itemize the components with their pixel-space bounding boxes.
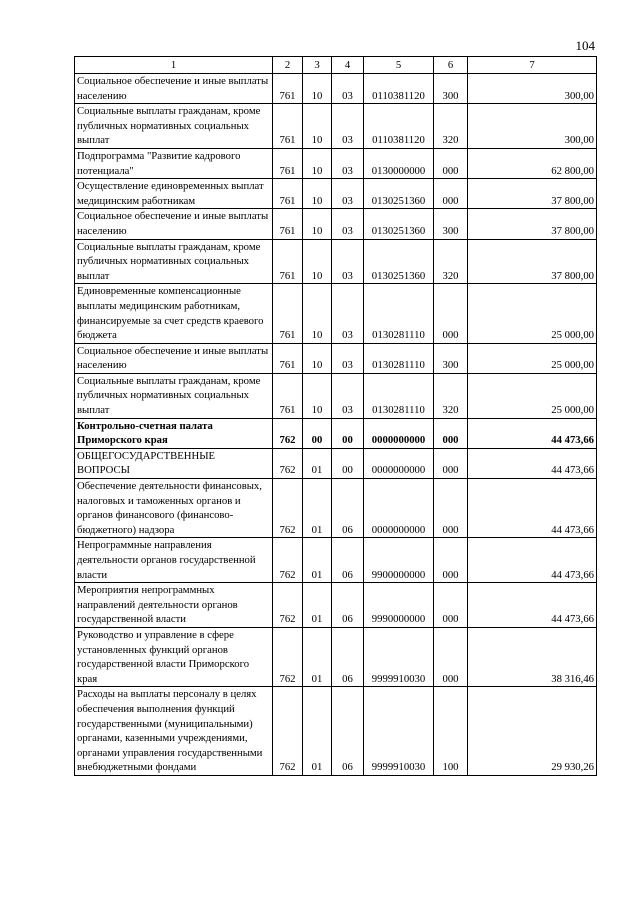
row-name: Социальные выплаты гражданам, кроме публичных нормативных социальных выплат bbox=[75, 104, 273, 149]
table-row bbox=[75, 479, 597, 538]
row-target-article: 0000000000 bbox=[364, 479, 434, 538]
row-target-article: 0130281110 bbox=[364, 343, 434, 373]
row-ministry-code: 762 bbox=[273, 583, 303, 628]
table-row bbox=[75, 104, 597, 149]
header-col-5: 5 bbox=[364, 57, 434, 74]
row-target-article: 0130000000 bbox=[364, 148, 434, 178]
row-ministry-code: 761 bbox=[273, 209, 303, 239]
row-name: ОБЩЕГОСУДАРСТВЕННЫЕ ВОПРОСЫ bbox=[75, 448, 273, 478]
row-subsection-code: 03 bbox=[332, 284, 364, 343]
row-section-code: 10 bbox=[303, 209, 332, 239]
row-target-article: 0130251360 bbox=[364, 209, 434, 239]
row-subsection-code: 03 bbox=[332, 209, 364, 239]
row-ministry-code: 762 bbox=[273, 538, 303, 583]
row-name: Обеспечение деятельности финансовых, налоговых и таможенных органов и органов финансового (финансово-бюджетного) надзора bbox=[75, 479, 273, 538]
row-expense-type: 000 bbox=[434, 479, 468, 538]
row-amount: 44 473,66 bbox=[468, 448, 597, 478]
row-amount: 300,00 bbox=[468, 74, 597, 104]
table-body bbox=[75, 74, 597, 776]
table-row bbox=[75, 239, 597, 284]
row-ministry-code: 762 bbox=[273, 418, 303, 448]
row-amount: 38 316,46 bbox=[468, 627, 597, 686]
row-section-code: 10 bbox=[303, 148, 332, 178]
row-target-article: 9999910030 bbox=[364, 627, 434, 686]
row-section-code: 01 bbox=[303, 583, 332, 628]
row-expense-type: 000 bbox=[434, 448, 468, 478]
header-col-3: 3 bbox=[303, 57, 332, 74]
row-target-article: 0110381120 bbox=[364, 74, 434, 104]
row-expense-type: 320 bbox=[434, 239, 468, 284]
budget-table bbox=[74, 56, 597, 776]
row-expense-type: 000 bbox=[434, 179, 468, 209]
header-row bbox=[75, 57, 597, 74]
table-row bbox=[75, 627, 597, 686]
row-target-article: 0130281110 bbox=[364, 284, 434, 343]
table-row bbox=[75, 74, 597, 104]
row-ministry-code: 761 bbox=[273, 74, 303, 104]
row-expense-type: 000 bbox=[434, 627, 468, 686]
row-subsection-code: 03 bbox=[332, 179, 364, 209]
row-subsection-code: 03 bbox=[332, 373, 364, 418]
row-name: Мероприятия непрограммных направлений деятельности органов государственной власти bbox=[75, 583, 273, 628]
row-ministry-code: 762 bbox=[273, 479, 303, 538]
row-amount: 44 473,66 bbox=[468, 418, 597, 448]
row-amount: 44 473,66 bbox=[468, 583, 597, 628]
row-amount: 25 000,00 bbox=[468, 343, 597, 373]
row-expense-type: 100 bbox=[434, 687, 468, 776]
row-subsection-code: 06 bbox=[332, 627, 364, 686]
row-subsection-code: 06 bbox=[332, 538, 364, 583]
row-expense-type: 320 bbox=[434, 373, 468, 418]
row-ministry-code: 761 bbox=[273, 239, 303, 284]
row-amount: 44 473,66 bbox=[468, 538, 597, 583]
row-ministry-code: 761 bbox=[273, 373, 303, 418]
table-row bbox=[75, 418, 597, 448]
table-row bbox=[75, 343, 597, 373]
row-ministry-code: 761 bbox=[273, 343, 303, 373]
header-col-1: 1 bbox=[75, 57, 273, 74]
row-name: Единовременные компенсационные выплаты медицинским работникам, финансируемые за счет средств краевого бюджета bbox=[75, 284, 273, 343]
table-row bbox=[75, 583, 597, 628]
row-section-code: 00 bbox=[303, 418, 332, 448]
row-section-code: 01 bbox=[303, 448, 332, 478]
row-name: Социальное обеспечение и иные выплаты населению bbox=[75, 209, 273, 239]
row-expense-type: 000 bbox=[434, 583, 468, 628]
row-amount: 44 473,66 bbox=[468, 479, 597, 538]
page-number: 104 bbox=[575, 38, 595, 53]
row-amount: 25 000,00 bbox=[468, 284, 597, 343]
row-ministry-code: 761 bbox=[273, 284, 303, 343]
header-col-7: 7 bbox=[468, 57, 597, 74]
row-section-code: 10 bbox=[303, 104, 332, 149]
row-expense-type: 000 bbox=[434, 538, 468, 583]
row-expense-type: 300 bbox=[434, 343, 468, 373]
row-subsection-code: 03 bbox=[332, 148, 364, 178]
row-section-code: 10 bbox=[303, 74, 332, 104]
row-ministry-code: 762 bbox=[273, 627, 303, 686]
row-amount: 37 800,00 bbox=[468, 179, 597, 209]
row-target-article: 0130281110 bbox=[364, 373, 434, 418]
row-ministry-code: 761 bbox=[273, 148, 303, 178]
row-name: Непрограммные направления деятельности органов государственной власти bbox=[75, 538, 273, 583]
row-section-code: 10 bbox=[303, 284, 332, 343]
row-expense-type: 300 bbox=[434, 74, 468, 104]
header-col-2: 2 bbox=[273, 57, 303, 74]
table-row bbox=[75, 687, 597, 776]
row-expense-type: 000 bbox=[434, 418, 468, 448]
row-name: Осуществление единовременных выплат медицинским работникам bbox=[75, 179, 273, 209]
row-amount: 62 800,00 bbox=[468, 148, 597, 178]
row-name: Контрольно-счетная палата Приморского края bbox=[75, 418, 273, 448]
row-target-article: 9999910030 bbox=[364, 687, 434, 776]
row-target-article: 0130251360 bbox=[364, 239, 434, 284]
row-expense-type: 000 bbox=[434, 148, 468, 178]
row-amount: 29 930,26 bbox=[468, 687, 597, 776]
row-section-code: 01 bbox=[303, 479, 332, 538]
row-target-article: 0130251360 bbox=[364, 179, 434, 209]
row-section-code: 10 bbox=[303, 179, 332, 209]
row-name: Социальное обеспечение и иные выплаты населению bbox=[75, 74, 273, 104]
row-subsection-code: 03 bbox=[332, 239, 364, 284]
header-col-6: 6 bbox=[434, 57, 468, 74]
row-amount: 37 800,00 bbox=[468, 209, 597, 239]
row-target-article: 0000000000 bbox=[364, 418, 434, 448]
row-name: Подпрограмма "Развитие кадрового потенциала" bbox=[75, 148, 273, 178]
row-subsection-code: 03 bbox=[332, 343, 364, 373]
table-row bbox=[75, 209, 597, 239]
row-name: Социальное обеспечение и иные выплаты населению bbox=[75, 343, 273, 373]
row-name: Социальные выплаты гражданам, кроме публичных нормативных социальных выплат bbox=[75, 239, 273, 284]
table-row bbox=[75, 284, 597, 343]
row-subsection-code: 00 bbox=[332, 418, 364, 448]
row-subsection-code: 06 bbox=[332, 479, 364, 538]
row-section-code: 01 bbox=[303, 627, 332, 686]
row-ministry-code: 762 bbox=[273, 448, 303, 478]
row-expense-type: 320 bbox=[434, 104, 468, 149]
row-section-code: 10 bbox=[303, 239, 332, 284]
row-name: Руководство и управление в сфере установленных функций органов государственной власти Приморского края bbox=[75, 627, 273, 686]
row-name: Расходы на выплаты персоналу в целях обеспечения выполнения функций государственными (муниципальными) органами, казенными учреждениями, органами управления государственными внебюджетными фондами bbox=[75, 687, 273, 776]
row-subsection-code: 03 bbox=[332, 74, 364, 104]
row-ministry-code: 761 bbox=[273, 104, 303, 149]
row-target-article: 9900000000 bbox=[364, 538, 434, 583]
table-row bbox=[75, 148, 597, 178]
row-section-code: 01 bbox=[303, 687, 332, 776]
row-subsection-code: 00 bbox=[332, 448, 364, 478]
row-section-code: 10 bbox=[303, 343, 332, 373]
row-target-article: 0000000000 bbox=[364, 448, 434, 478]
row-section-code: 01 bbox=[303, 538, 332, 583]
row-target-article: 0110381120 bbox=[364, 104, 434, 149]
row-subsection-code: 03 bbox=[332, 104, 364, 149]
row-name: Социальные выплаты гражданам, кроме публичных нормативных социальных выплат bbox=[75, 373, 273, 418]
row-expense-type: 000 bbox=[434, 284, 468, 343]
row-ministry-code: 762 bbox=[273, 687, 303, 776]
row-ministry-code: 761 bbox=[273, 179, 303, 209]
row-subsection-code: 06 bbox=[332, 687, 364, 776]
table-row bbox=[75, 448, 597, 478]
row-amount: 37 800,00 bbox=[468, 239, 597, 284]
row-amount: 300,00 bbox=[468, 104, 597, 149]
row-section-code: 10 bbox=[303, 373, 332, 418]
table-row bbox=[75, 373, 597, 418]
table-row bbox=[75, 538, 597, 583]
row-target-article: 9990000000 bbox=[364, 583, 434, 628]
table-row bbox=[75, 179, 597, 209]
header-col-4: 4 bbox=[332, 57, 364, 74]
row-expense-type: 300 bbox=[434, 209, 468, 239]
row-subsection-code: 06 bbox=[332, 583, 364, 628]
row-amount: 25 000,00 bbox=[468, 373, 597, 418]
